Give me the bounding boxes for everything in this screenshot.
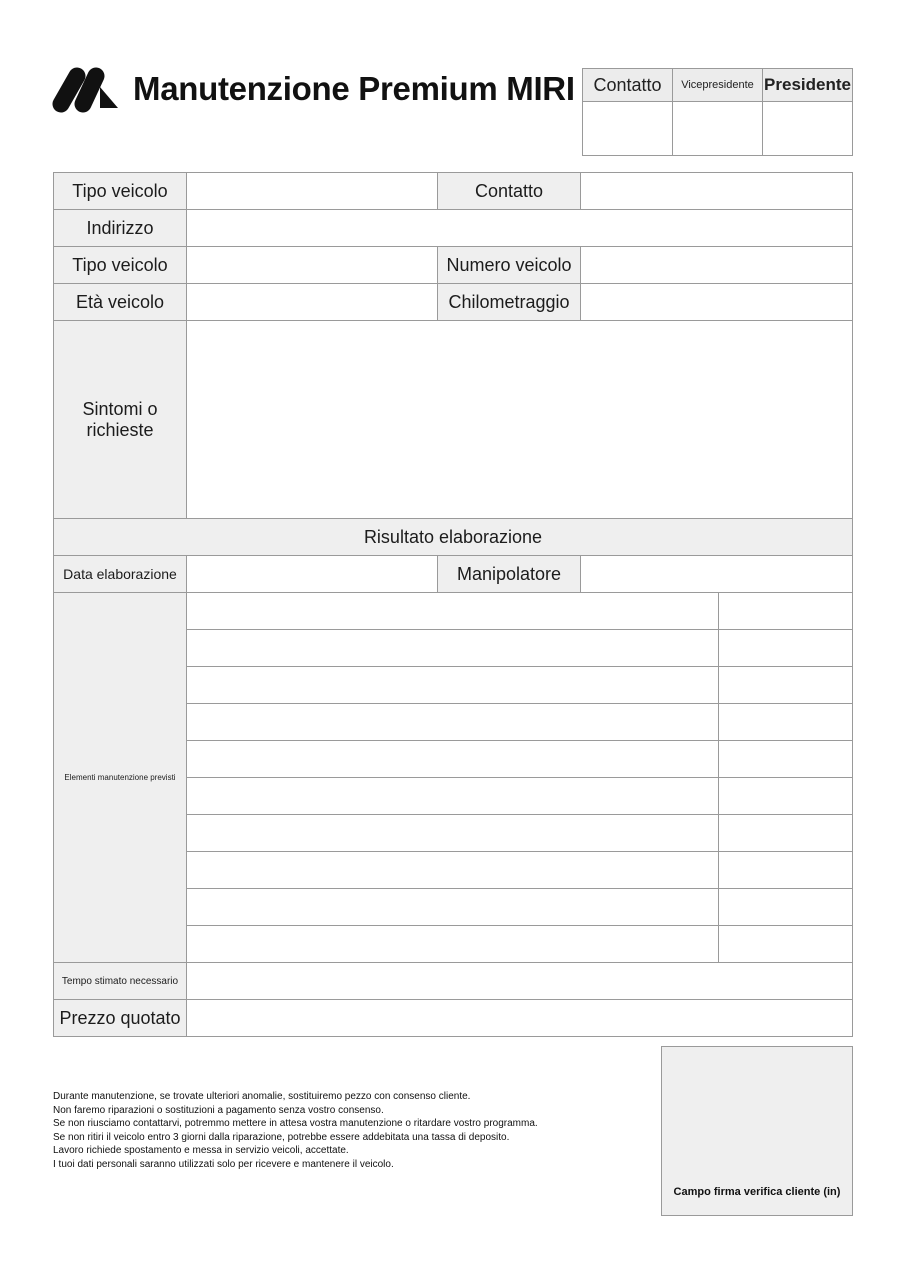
processing-date-label: Data elaborazione <box>54 556 187 593</box>
planned-item-extra-field[interactable] <box>719 778 853 815</box>
planned-item-field[interactable] <box>187 852 719 889</box>
planned-item-field[interactable] <box>187 593 719 630</box>
vehicle-type-field[interactable] <box>187 173 438 210</box>
planned-item-extra-field[interactable] <box>719 741 853 778</box>
planned-item-extra-field[interactable] <box>719 852 853 889</box>
note-line: Non faremo riparazioni o sostituzioni a pagamento senza vostro consenso. <box>53 1104 384 1116</box>
symptoms-label <box>54 321 187 519</box>
address-field[interactable] <box>187 210 853 247</box>
terms-notes <box>53 1090 613 1172</box>
approval-stamp-vicepresident[interactable] <box>673 102 763 156</box>
symptoms-label-line2: richieste <box>86 419 154 440</box>
planned-item-field[interactable] <box>187 889 719 926</box>
estimated-time-label: Tempo stimato necessario <box>54 963 187 1000</box>
planned-item-field[interactable] <box>187 667 719 704</box>
planned-item-extra-field[interactable] <box>719 704 853 741</box>
quoted-price-field[interactable] <box>187 1000 853 1037</box>
vehicle-type-label-2: Tipo veicolo <box>54 247 187 284</box>
note-line: Se non riusciamo contattarvi, potremmo mettere in attesa vostra manutenzione o ritardare vostro programma. <box>53 1118 538 1130</box>
address-label: Indirizzo <box>54 210 187 247</box>
planned-item-field[interactable] <box>187 630 719 667</box>
vehicle-type-field-2[interactable] <box>187 247 438 284</box>
vehicle-number-label: Numero veicolo <box>438 247 581 284</box>
quoted-price-label: Prezzo quotato <box>54 1000 187 1037</box>
approval-stamp-president[interactable] <box>763 102 853 156</box>
contact-field[interactable] <box>581 173 853 210</box>
contact-label: Contatto <box>438 173 581 210</box>
note-line: Durante manutenzione, se trovate ulteriori anomalie, sostituiremo pezzo con consenso cliente. <box>53 1091 471 1102</box>
planned-items-label: Elementi manutenzione previsti <box>54 593 187 963</box>
planned-item-extra-field[interactable] <box>719 630 853 667</box>
note-line: I tuoi dati personali saranno utilizzati solo per ricevere e mantenere il veicolo. <box>53 1158 394 1170</box>
handler-field[interactable] <box>581 556 853 593</box>
planned-item-field[interactable] <box>187 741 719 778</box>
handler-label: Manipolatore <box>438 556 581 593</box>
mileage-field[interactable] <box>581 284 853 321</box>
processing-date-field[interactable] <box>187 556 438 593</box>
symptoms-field[interactable] <box>187 321 853 519</box>
approval-label-vicepresident: Vicepresidente <box>673 69 763 102</box>
note-line: Se non ritiri il veicolo entro 3 giorni dalla riparazione, potrebbe essere addebitata una tassa di deposito. <box>53 1131 510 1143</box>
estimated-time-field[interactable] <box>187 963 853 1000</box>
miri-logo <box>52 67 120 113</box>
approval-table <box>582 68 853 156</box>
maintenance-form <box>53 172 853 1037</box>
customer-signature-box[interactable] <box>661 1046 853 1216</box>
approval-label-contact: Contatto <box>583 69 673 102</box>
vehicle-age-field[interactable] <box>187 284 438 321</box>
vehicle-age-label: Età veicolo <box>54 284 187 321</box>
approval-label-president: Presidente <box>763 69 853 102</box>
planned-item-extra-field[interactable] <box>719 889 853 926</box>
planned-item-extra-field[interactable] <box>719 667 853 704</box>
planned-item-extra-field[interactable] <box>719 926 853 963</box>
approval-stamp-contact[interactable] <box>583 102 673 156</box>
note-line: Lavoro richiede spostamento e messa in servizio veicoli, accettate. <box>53 1145 349 1157</box>
planned-item-extra-field[interactable] <box>719 815 853 852</box>
page-title: Manutenzione Premium MIRI <box>133 70 575 107</box>
planned-item-extra-field[interactable] <box>719 593 853 630</box>
planned-item-field[interactable] <box>187 778 719 815</box>
result-section-header: Risultato elaborazione <box>54 519 853 556</box>
planned-item-field[interactable] <box>187 926 719 963</box>
customer-signature-label: Campo firma verifica cliente (in) <box>673 1186 841 1198</box>
vehicle-type-label: Tipo veicolo <box>54 173 187 210</box>
mileage-label: Chilometraggio <box>438 284 581 321</box>
planned-item-field[interactable] <box>187 815 719 852</box>
planned-item-field[interactable] <box>187 704 719 741</box>
symptoms-label-line1: Sintomi o <box>82 398 158 419</box>
vehicle-number-field[interactable] <box>581 247 853 284</box>
